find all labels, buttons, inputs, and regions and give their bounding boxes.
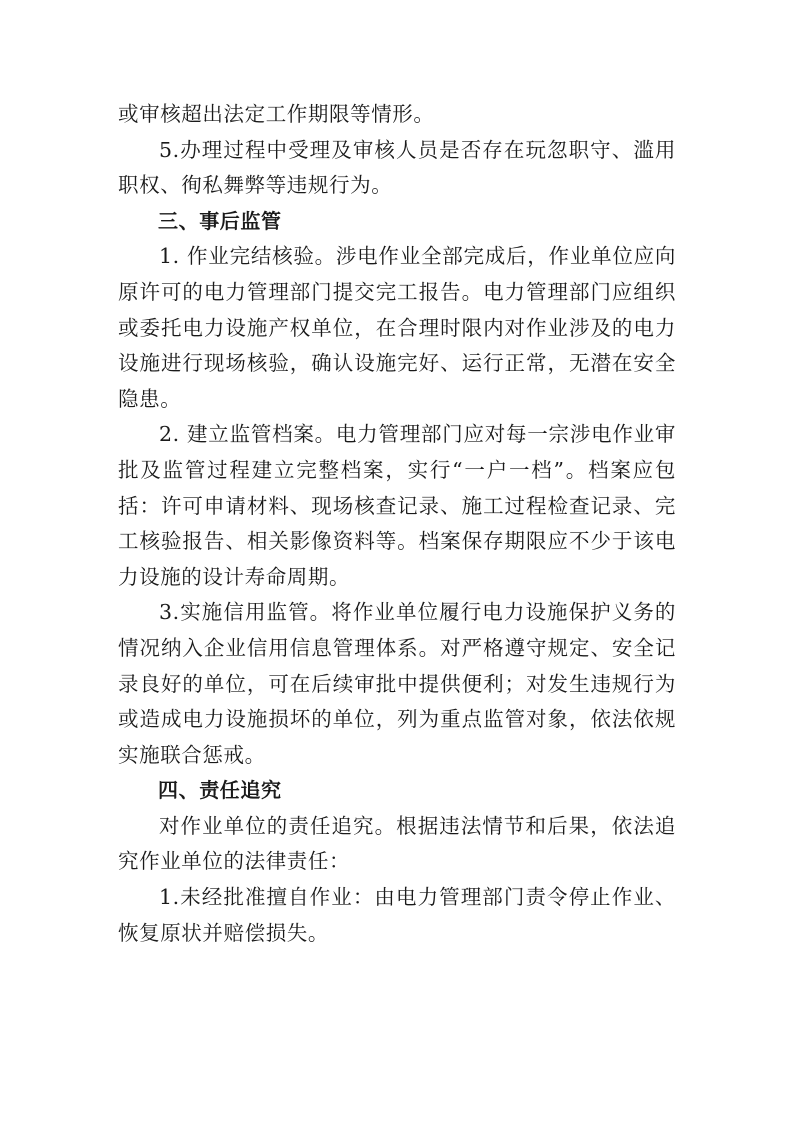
paragraph-supervision-archive: 2. 建立监管档案。电力管理部门应对每一宗涉电作业审批及监管过程建立完整档案，实行“一户一档”。档案应包括：许可申请材料、现场核查记录、施工过程检查记录、完工核验报告、相关影像资料等。档案保存期限应不少于该电力设施的设计寿命周期。 (118, 422, 676, 589)
document-body (118, 97, 676, 951)
paragraph-unauthorized-work: 1.未经批准擅自作业：由电力管理部门责令停止作业、恢复原状并赔偿损失。 (118, 885, 676, 945)
section-heading-accountability: 四、责任追究 (158, 778, 282, 803)
section-heading-post-supervision: 三、事后监管 (158, 208, 282, 233)
paragraph-continuation: 或审核超出法定工作期限等情形。 (118, 102, 435, 126)
paragraph-credit-supervision: 3.实施信用监管。将作业单位履行电力设施保护义务的情况纳入企业信用信息管理体系。对严格遵守规定、安全记录良好的单位，可在后续审批中提供便利；对发生违规行为或造成电力设施损坏的单位，列为重点监管对象，依法依规实施联合惩戒。 (118, 600, 676, 767)
paragraph-accountability-intro: 对作业单位的责任追究。根据违法情节和后果，依法追究作业单位的法律责任： (118, 813, 676, 874)
paragraph-completion-verification: 1. 作业完结核验。涉电作业全部完成后，作业单位应向原许可的电力管理部门提交完工报告。电力管理部门应组织或委托电力设施产权单位，在合理时限内对作业涉及的电力设施进行现场核验，确认设施完好、运行正常，无潜在安全隐患。 (118, 244, 676, 411)
paragraph-item-5: 5.办理过程中受理及审核人员是否存在玩忽职守、滥用职权、徇私舞弊等违规行为。 (118, 137, 676, 198)
